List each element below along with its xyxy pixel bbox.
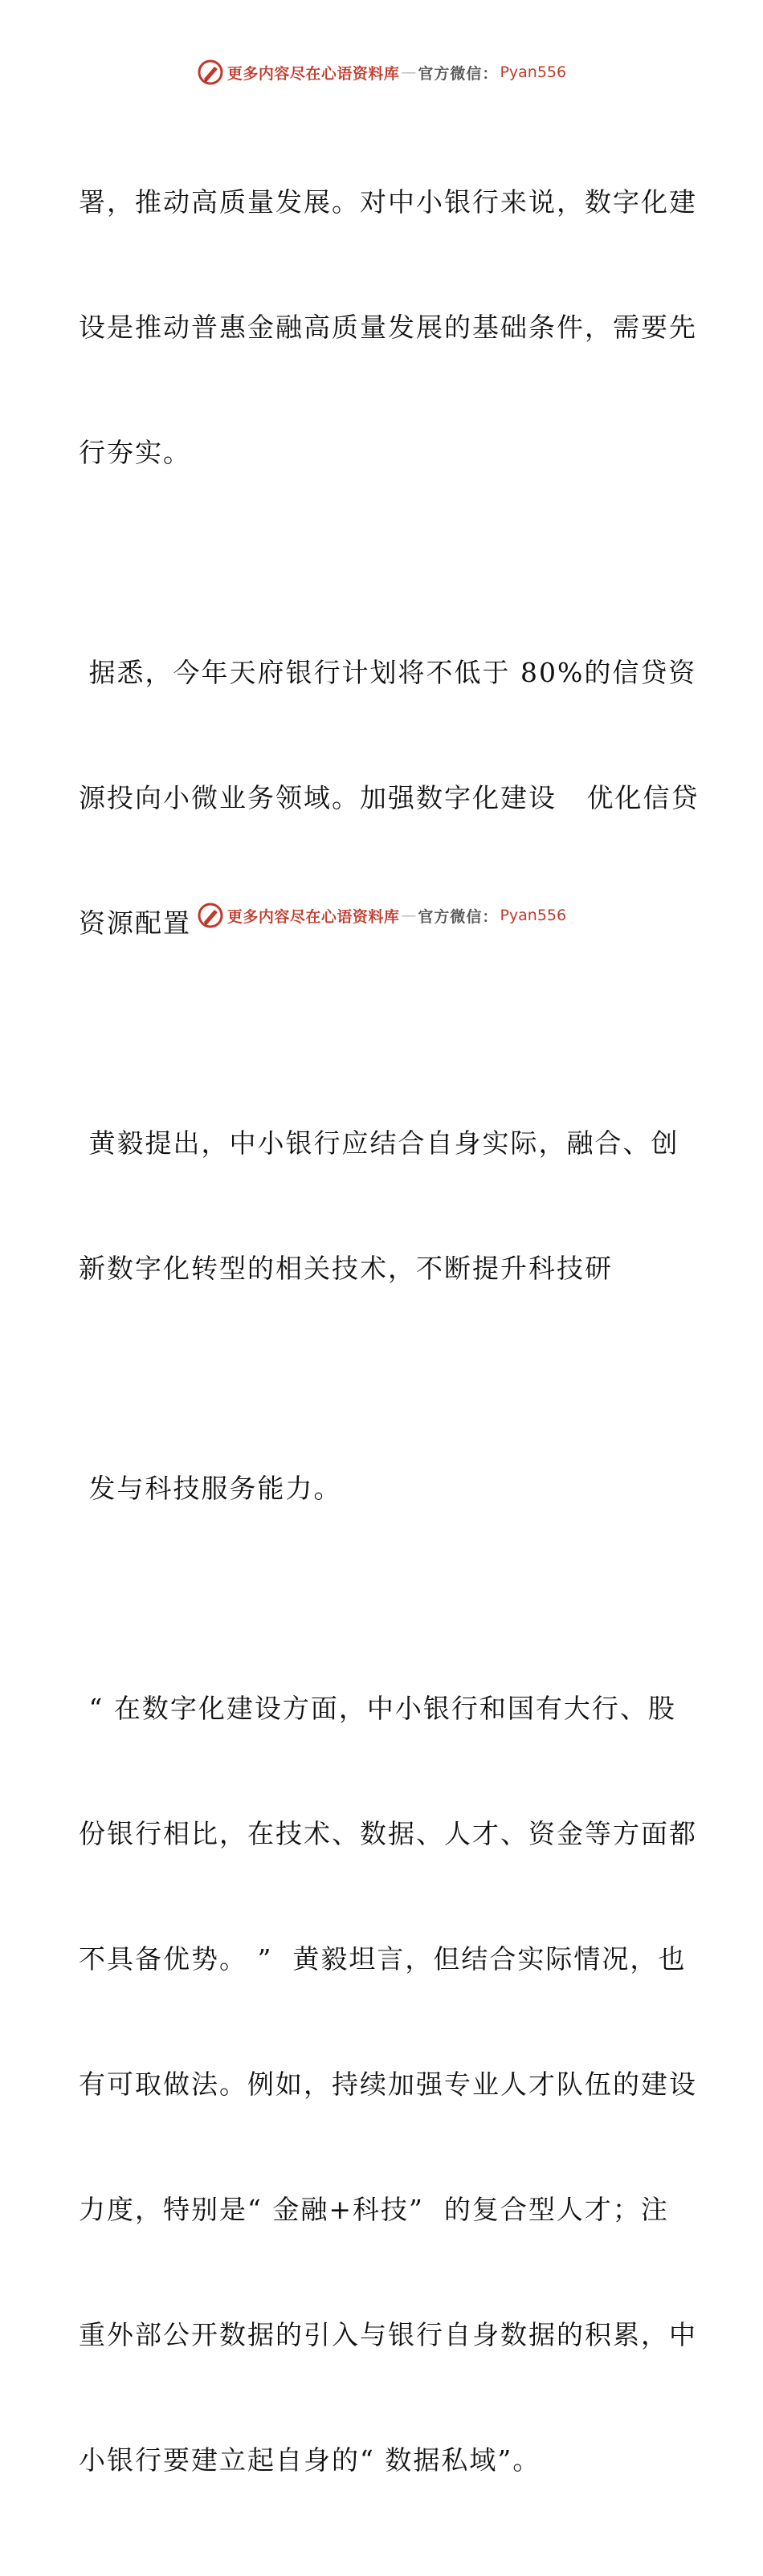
- paragraph: [79, 98, 697, 557]
- text-line: 新数字化转型的相关技术，不断提升科技研: [79, 1253, 613, 1284]
- text-line: 份银行相比，在技术、数据、人才、资金等方面都: [79, 1818, 697, 1849]
- footer-promo-text: 更多内容尽在心语资料库: [226, 907, 400, 926]
- header-dash: —: [401, 63, 417, 81]
- paragraph: [79, 569, 700, 1028]
- paragraph: [79, 1384, 689, 1593]
- header-wechat-id: Pyan556: [500, 63, 567, 81]
- text-line: 设是推动普惠金融高质量发展的基础条件，需要先: [79, 312, 697, 343]
- text-line: 有可取做法。例如，持续加强专业人才队伍的建设: [79, 2069, 697, 2100]
- text-line: 行夯实。: [79, 437, 191, 468]
- text-line: 小银行要建立起自身的“ 数据私域”。: [79, 2444, 541, 2476]
- pen-logo-icon: [197, 902, 224, 929]
- footer-wechat-id: Pyan556: [500, 907, 567, 924]
- text-line: 力度，特别是“ 金融+科技” 的复合型人才；注: [79, 2194, 669, 2225]
- text-line: 署，推动高质量发展。对中小银行来说，数字化建: [79, 186, 697, 218]
- footer-official-label: 官方微信：: [418, 907, 499, 926]
- text-line: 发与科技服务能力。: [79, 1473, 342, 1504]
- header-promo-text: 更多内容尽在心语资料库: [226, 64, 400, 83]
- text-line: 据悉，今年天府银行计划将不低于 80%的信贷资: [79, 657, 697, 688]
- text-line: “ 在数字化建设方面，中小银行和国有大行、股: [79, 1693, 676, 1724]
- text-line: 源投向小微业务领域。加强数字化建设 优化信贷: [79, 782, 700, 813]
- header-official-label: 官方微信：: [418, 64, 499, 83]
- header-banner: [0, 59, 763, 86]
- text-line: 不具备优势。 ” 黄毅坦言，但结合实际情况，也: [79, 1943, 687, 1975]
- text-line: 黄毅提出，中小银行应结合自身实际，融合、创: [79, 1127, 679, 1159]
- footer-dash: —: [401, 907, 417, 924]
- text-line: 重外部公开数据的引入与银行自身数据的积累，中: [79, 2319, 697, 2350]
- paragraph: [79, 1604, 697, 2565]
- paragraph: [79, 1039, 689, 1373]
- pen-logo-icon: [197, 59, 224, 86]
- text-line: 资源配置: [79, 907, 191, 939]
- document-body: [79, 98, 700, 2576]
- footer-banner: [0, 902, 763, 929]
